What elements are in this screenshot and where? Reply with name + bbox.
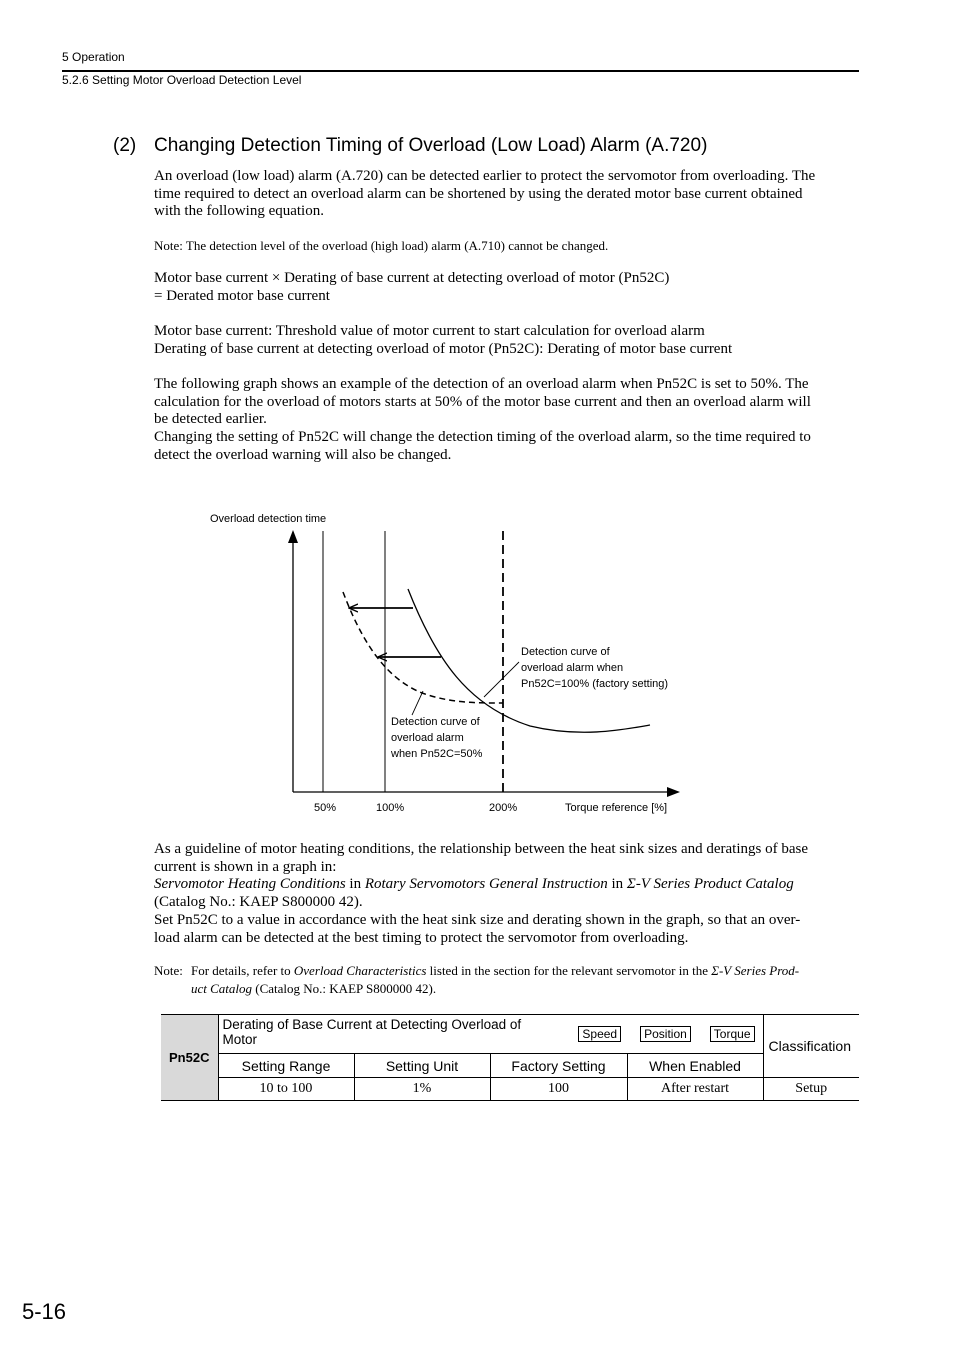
series-label-50: overload alarm <box>391 732 464 744</box>
reference-connector: in <box>607 876 627 893</box>
when-enabled-value: After restart <box>627 1078 763 1101</box>
reference-connector: in <box>345 876 365 893</box>
when-enabled-header: When Enabled <box>627 1054 763 1078</box>
page-number: 5-16 <box>22 1299 67 1324</box>
parameter-name: Derating of Base Current at Detecting Overload of Motor <box>222 1017 522 1047</box>
series-label-100: overload alarm when <box>521 662 624 674</box>
setting-unit-header: Setting Unit <box>354 1054 490 1078</box>
guideline-paragraph <box>154 841 860 947</box>
factory-setting-header: Factory Setting <box>490 1054 627 1078</box>
note-catalog: Σ-V Series Prod- <box>711 963 800 978</box>
note-ref: Overload Characteristics <box>293 963 427 978</box>
graph-paragraph-line: Changing the setting of Pn52C will change the detection timing of the overload alarm, so the time required to <box>154 429 811 446</box>
mode-badge-position: Position <box>640 1026 691 1042</box>
guideline-line: load alarm can be detected at the best timing to protect the servomotor from overloading. <box>154 929 689 946</box>
equation-line: = Derated motor base current <box>154 287 330 304</box>
header-chapter: 5 Operation <box>62 50 125 64</box>
note-label: Note: <box>154 963 183 978</box>
mode-badge-torque: Torque <box>710 1026 755 1042</box>
note-overload-characteristics <box>154 962 860 998</box>
y-axis-arrowhead <box>288 530 298 543</box>
mode-badge-speed: Speed <box>578 1026 621 1042</box>
mode-badges <box>578 1026 754 1042</box>
factory-setting-value: 100 <box>490 1078 627 1101</box>
setting-unit-value: 1% <box>354 1078 490 1101</box>
intro-line: An overload (low load) alarm (A.720) can be detected earlier to protect the servomotor from overloading. The <box>154 168 816 184</box>
reference-title: Servomotor Heating Conditions <box>154 876 346 893</box>
graph-paragraph-line: The following graph shows an example of the detection of an overload alarm when Pn52C is set to 50%. The <box>154 376 809 392</box>
x-tick-label: 100% <box>376 802 405 814</box>
guideline-catalog-number: (Catalog No.: KAEP S800000 42). <box>154 894 363 911</box>
equation-line: Motor base current × Derating of base current at detecting overload of motor (Pn52C) <box>154 270 670 286</box>
guideline-line: As a guideline of motor heating conditions, the relationship between the heat sink sizes and deratings of base <box>154 841 808 857</box>
guideline-line: Set Pn52C to a value in accordance with the heat sink size and derating shown in the graph, so that an over- <box>154 911 801 928</box>
definitions <box>154 323 860 358</box>
parameter-name-cell <box>218 1015 763 1054</box>
leader-line-100 <box>484 662 519 697</box>
setting-range-header: Setting Range <box>218 1054 354 1078</box>
y-axis-label: Overload detection time <box>210 513 327 525</box>
intro-paragraph <box>154 168 860 221</box>
classification-header: Classification <box>763 1015 859 1078</box>
note-text: For details, refer to Overload Characteristics listed in the section for the relevant servomotor in the Σ-V Series Prod- <box>191 963 800 978</box>
parameter-id: Pn52C <box>161 1015 218 1101</box>
series-label-50: when Pn52C=50% <box>391 748 483 760</box>
header-section: 5.2.6 Setting Motor Overload Detection Level <box>62 73 302 87</box>
graph-paragraph-line: be detected earlier. <box>154 411 267 428</box>
graph-paragraph-line: detect the overload warning will also be changed. <box>154 446 452 463</box>
reference-catalog: Σ-V Series Product Catalog <box>626 876 794 893</box>
header-rule <box>62 70 859 72</box>
reference-book: Rotary Servomotors General Instruction <box>364 876 608 893</box>
x-tick-label: 200% <box>489 802 518 814</box>
note-text: uct Catalog (Catalog No.: KAEP S800000 42). <box>191 981 437 996</box>
guideline-line: current is shown in a graph in: <box>154 858 337 875</box>
curve-pn52c-100 <box>408 589 650 732</box>
intro-line: with the following equation. <box>154 203 324 220</box>
graph-paragraph <box>154 376 860 465</box>
definition-line: Motor base current: Threshold value of motor current to start calculation for overload alarm <box>154 323 705 339</box>
classification-value: Setup <box>763 1078 859 1101</box>
equation <box>154 270 860 305</box>
x-axis-arrowhead <box>667 787 680 797</box>
intro-line: time required to detect an overload alarm can be shortened by using the derated motor base current obtained <box>154 185 803 202</box>
series-label-50: Detection curve of <box>391 716 480 728</box>
guideline-reference <box>154 876 860 894</box>
note-catalog: uct Catalog <box>191 981 253 996</box>
section-title-text: Changing Detection Timing of Overload (Low Load) Alarm (A.720) <box>154 135 708 156</box>
x-axis-label: Torque reference [%] <box>565 802 668 814</box>
series-label-100: Detection curve of <box>521 646 610 658</box>
graph-paragraph-line: calculation for the overload of motors starts at 50% of the motor base current and then an overload alarm will <box>154 393 811 410</box>
note-detection-level: Note: The detection level of the overload (high load) alarm (A.710) cannot be changed. <box>154 238 609 253</box>
setting-range-value: 10 to 100 <box>218 1078 354 1101</box>
section-number: (2) <box>113 135 137 156</box>
parameter-table <box>161 1014 859 1101</box>
section-title <box>113 135 707 157</box>
series-label-100: Pn52C=100% (factory setting) <box>521 678 669 690</box>
definition-line: Derating of base current at detecting overload of motor (Pn52C): Derating of motor base current <box>154 340 733 357</box>
overload-detection-chart <box>0 490 954 830</box>
leader-line-50 <box>412 691 423 715</box>
x-tick-label: 50% <box>314 802 337 814</box>
